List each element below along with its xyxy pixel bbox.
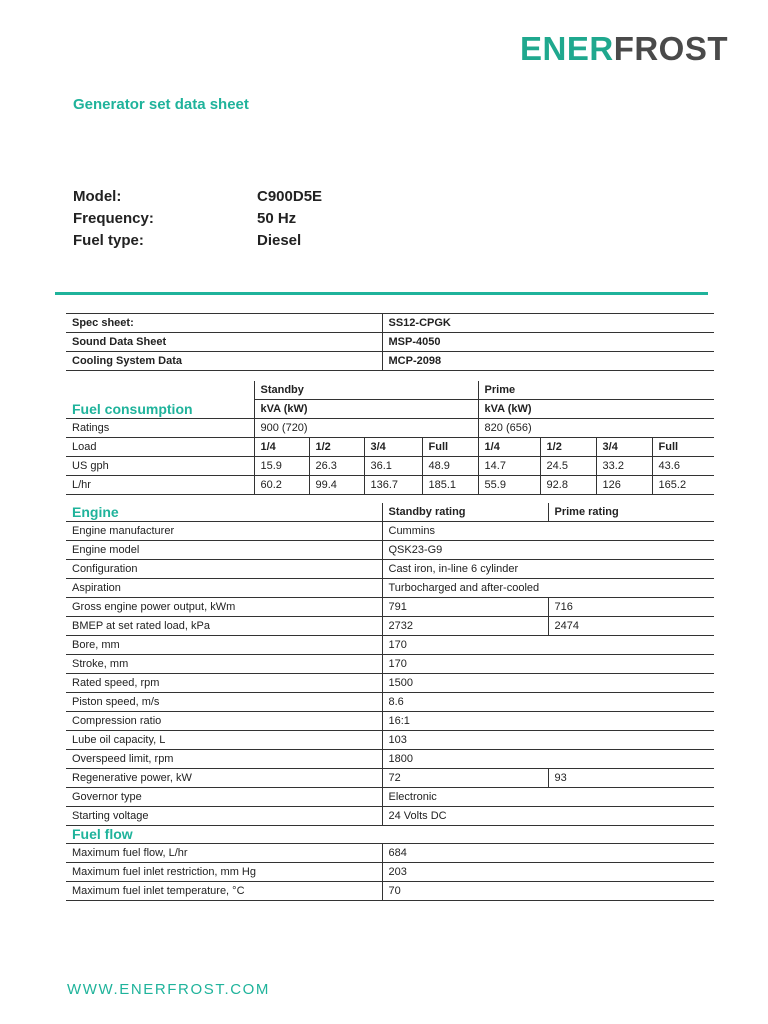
fuel-flow-table: [66, 825, 714, 901]
table-row: [66, 863, 714, 882]
table-cell: 14.7: [478, 457, 540, 476]
meta-value: Diesel: [257, 232, 302, 249]
table-cell: 55.9: [478, 476, 540, 495]
table-cell: 48.9: [422, 457, 478, 476]
table-cell: Engine model: [66, 541, 382, 560]
table-cell: Cooling System Data: [66, 352, 382, 371]
section-heading: Fuel flow: [66, 825, 382, 844]
table-cell: 8.6: [382, 693, 714, 712]
table-cell: 26.3: [309, 457, 364, 476]
table-cell: Stroke, mm: [66, 655, 382, 674]
table-cell: 1800: [382, 750, 714, 769]
table-cell: Cummins: [382, 522, 714, 541]
table-row: [66, 882, 714, 901]
table-cell: 791: [382, 598, 548, 617]
fuel-consumption-table: [66, 381, 714, 495]
table-row: [66, 807, 714, 826]
table-cell: Spec sheet:: [66, 314, 382, 333]
table-cell: 43.6: [652, 457, 714, 476]
table-row: [66, 419, 714, 438]
table-cell: 1/2: [540, 438, 596, 457]
table-cell: 170: [382, 655, 714, 674]
table-cell: Engine manufacturer: [66, 522, 382, 541]
table-cell: MSP-4050: [382, 333, 714, 352]
table-cell: Regenerative power, kW: [66, 769, 382, 788]
table-cell: 684: [382, 844, 714, 863]
table-cell: QSK23-G9: [382, 541, 714, 560]
empty-cell: [382, 825, 714, 844]
brand-part2: FROST: [613, 30, 729, 67]
table-cell: Full: [422, 438, 478, 457]
model-row: [73, 186, 322, 208]
table-row: [66, 788, 714, 807]
prime-header: Prime: [478, 381, 714, 400]
table-cell: 24 Volts DC: [382, 807, 714, 826]
table-cell: 136.7: [364, 476, 422, 495]
table-cell: Load: [66, 438, 254, 457]
table-row: [66, 522, 714, 541]
table-row: [66, 598, 714, 617]
table-cell: Turbocharged and after-cooled: [382, 579, 714, 598]
table-cell: 126: [596, 476, 652, 495]
standby-header: Standby: [254, 381, 478, 400]
footer-url[interactable]: WWW.ENERFROST.COM: [67, 981, 271, 998]
table-row: [66, 438, 714, 457]
engine-table: [66, 503, 714, 826]
table-cell: 900 (720): [254, 419, 478, 438]
table-row: [66, 400, 714, 419]
table-row: [66, 503, 714, 522]
table-row: [66, 457, 714, 476]
table-cell: Sound Data Sheet: [66, 333, 382, 352]
table-row: [66, 352, 714, 371]
table-row: [66, 314, 714, 333]
table-cell: Ratings: [66, 419, 254, 438]
table-row: [66, 333, 714, 352]
table-cell: 33.2: [596, 457, 652, 476]
table-cell: 1/4: [254, 438, 309, 457]
table-cell: 165.2: [652, 476, 714, 495]
table-cell: 15.9: [254, 457, 309, 476]
table-cell: 103: [382, 731, 714, 750]
table-row: [66, 674, 714, 693]
table-row: [66, 712, 714, 731]
meta-value: C900D5E: [257, 188, 323, 205]
table-row: [66, 655, 714, 674]
unit-header: kVA (kW): [478, 400, 714, 419]
table-cell: 1500: [382, 674, 714, 693]
table-row: [66, 579, 714, 598]
spec-table: [66, 313, 714, 371]
table-cell: Governor type: [66, 788, 382, 807]
table-cell: 2732: [382, 617, 548, 636]
page-title: Generator set data sheet: [73, 96, 249, 113]
table-cell: 716: [548, 598, 714, 617]
table-row: [66, 541, 714, 560]
table-cell: Electronic: [382, 788, 714, 807]
section-heading: Engine: [66, 503, 382, 522]
table-cell: Rated speed, rpm: [66, 674, 382, 693]
table-cell: 170: [382, 636, 714, 655]
brand-part1: ENER: [520, 30, 614, 67]
table-cell: Overspeed limit, rpm: [66, 750, 382, 769]
table-cell: 203: [382, 863, 714, 882]
prime-rating-header: Prime rating: [548, 503, 714, 522]
table-row: [66, 693, 714, 712]
divider: [55, 292, 708, 295]
table-row: [66, 731, 714, 750]
table-cell: 820 (656): [478, 419, 714, 438]
table-cell: Compression ratio: [66, 712, 382, 731]
table-cell: SS12-CPGK: [382, 314, 714, 333]
table-cell: 1/4: [478, 438, 540, 457]
unit-header: kVA (kW): [254, 400, 478, 419]
model-info: [73, 186, 322, 252]
table-cell: Maximum fuel flow, L/hr: [66, 844, 382, 863]
table-cell: 60.2: [254, 476, 309, 495]
table-cell: Bore, mm: [66, 636, 382, 655]
table-row: [66, 750, 714, 769]
table-row: [66, 381, 714, 400]
meta-value: 50 Hz: [257, 210, 297, 227]
table-cell: 72: [382, 769, 548, 788]
brand-logo: [520, 30, 735, 68]
table-row: [66, 636, 714, 655]
table-row: [66, 560, 714, 579]
table-row: [66, 769, 714, 788]
table-cell: 92.8: [540, 476, 596, 495]
table-cell: 93: [548, 769, 714, 788]
meta-label: Model:: [73, 188, 122, 205]
table-cell: 99.4: [309, 476, 364, 495]
table-cell: US gph: [66, 457, 254, 476]
table-cell: 70: [382, 882, 714, 901]
table-cell: Piston speed, m/s: [66, 693, 382, 712]
table-cell: 2474: [548, 617, 714, 636]
meta-label: Frequency:: [73, 210, 154, 227]
table-row: [66, 476, 714, 495]
fuel-type-row: [73, 230, 322, 252]
table-row: [66, 844, 714, 863]
table-cell: Aspiration: [66, 579, 382, 598]
table-cell: Gross engine power output, kWm: [66, 598, 382, 617]
standby-rating-header: Standby rating: [382, 503, 548, 522]
table-cell: 16:1: [382, 712, 714, 731]
table-cell: BMEP at set rated load, kPa: [66, 617, 382, 636]
table-cell: 24.5: [540, 457, 596, 476]
table-cell: Full: [652, 438, 714, 457]
table-cell: 3/4: [596, 438, 652, 457]
frequency-row: [73, 208, 322, 230]
section-heading: Fuel consumption: [66, 400, 254, 419]
table-cell: Configuration: [66, 560, 382, 579]
empty-cell: [66, 381, 254, 400]
table-cell: 36.1: [364, 457, 422, 476]
table-cell: Lube oil capacity, L: [66, 731, 382, 750]
table-cell: Maximum fuel inlet temperature, °C: [66, 882, 382, 901]
meta-label: Fuel type:: [73, 232, 144, 249]
table-row: [66, 825, 714, 844]
table-row: [66, 617, 714, 636]
table-cell: Maximum fuel inlet restriction, mm Hg: [66, 863, 382, 882]
table-cell: Cast iron, in-line 6 cylinder: [382, 560, 714, 579]
table-cell: MCP-2098: [382, 352, 714, 371]
table-cell: 185.1: [422, 476, 478, 495]
table-cell: Starting voltage: [66, 807, 382, 826]
table-cell: 1/2: [309, 438, 364, 457]
table-cell: 3/4: [364, 438, 422, 457]
table-cell: L/hr: [66, 476, 254, 495]
